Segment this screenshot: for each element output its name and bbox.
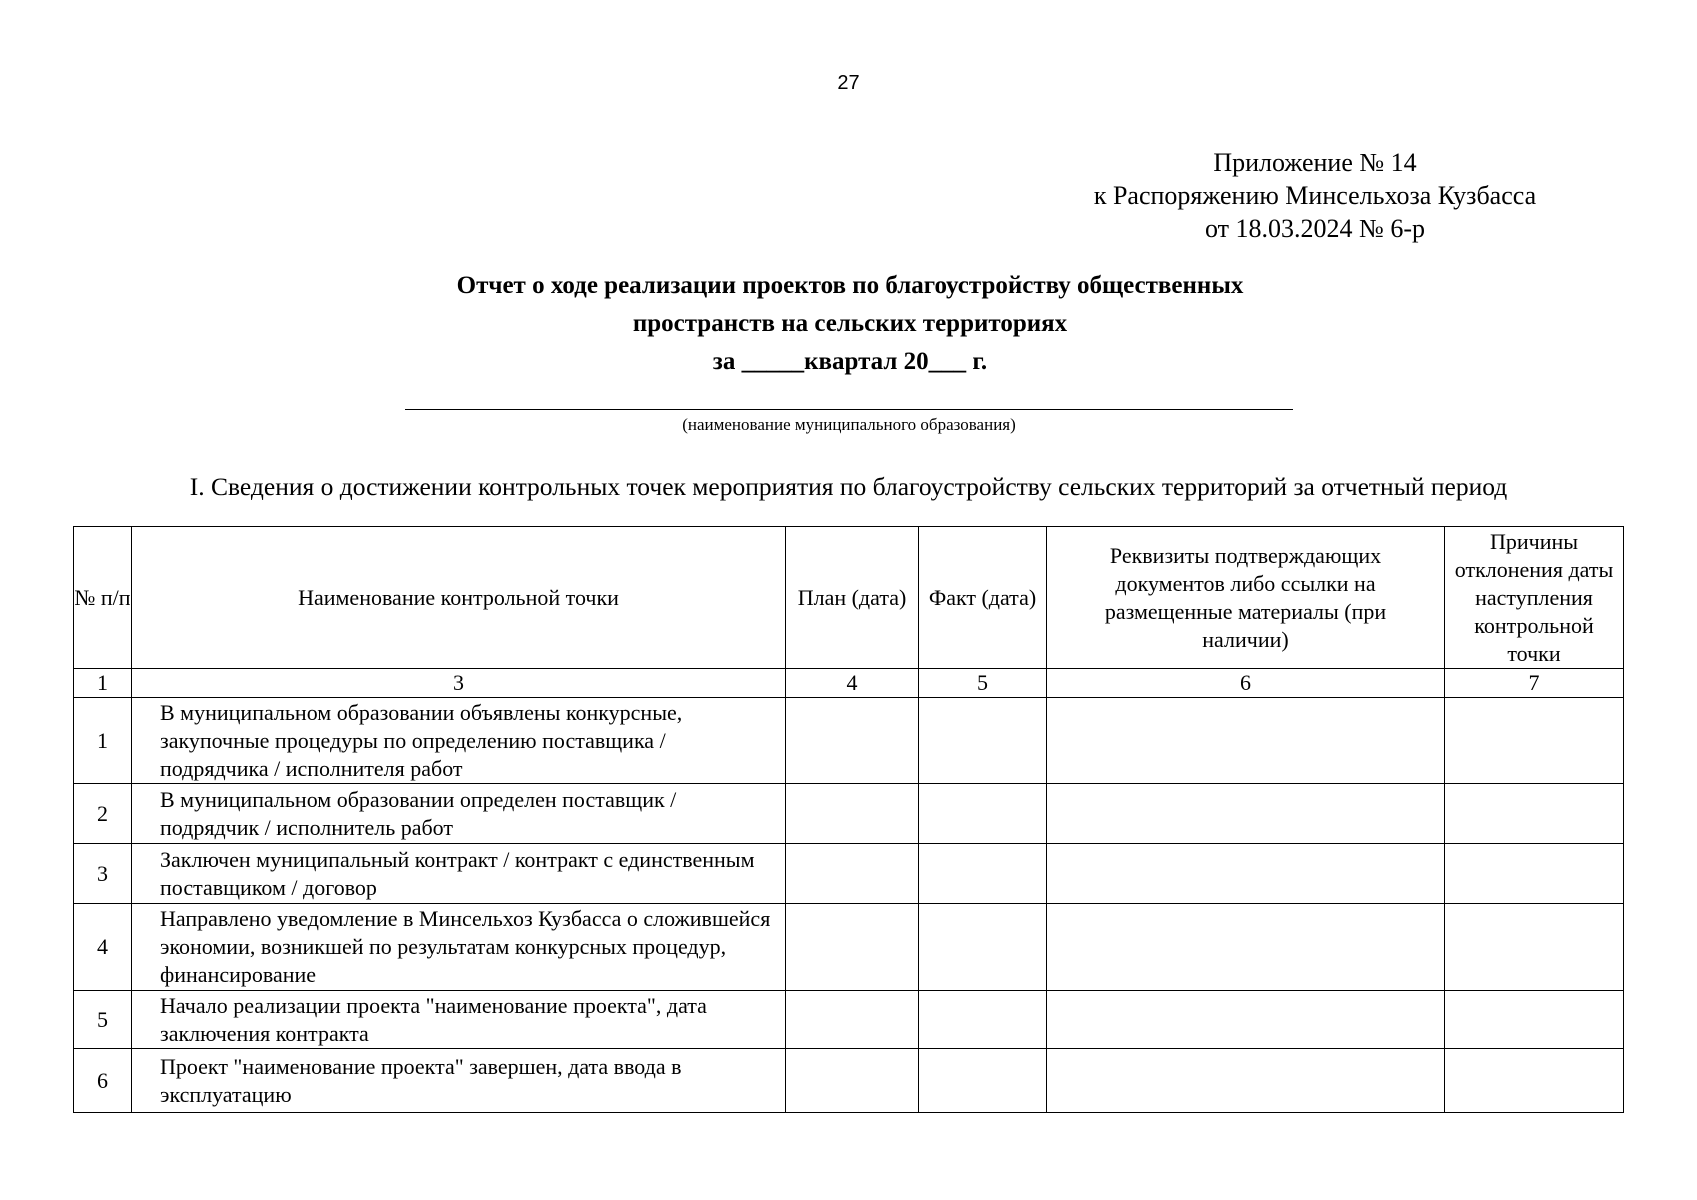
- column-number: 4: [786, 669, 919, 698]
- fact-date-cell[interactable]: [919, 991, 1047, 1049]
- fact-date-cell[interactable]: [919, 844, 1047, 904]
- table-row: [74, 991, 1624, 1049]
- docs-cell[interactable]: [1047, 784, 1445, 844]
- control-point-name: Проект "наименование проекта" завершен, дата ввода в эксплуатацию: [132, 1049, 786, 1113]
- plan-date-cell[interactable]: [786, 698, 919, 784]
- reasons-cell[interactable]: [1445, 904, 1624, 991]
- appendix-reference: [1020, 146, 1610, 245]
- header-name: Наименование контрольной точки: [132, 527, 786, 669]
- control-point-name: В муниципальном образовании определен поставщик / подрядчик / исполнитель работ: [132, 784, 786, 844]
- header-plan: План (дата): [786, 527, 919, 669]
- docs-cell[interactable]: [1047, 698, 1445, 784]
- appendix-line-1: Приложение № 14: [1213, 148, 1417, 177]
- row-number: 5: [74, 991, 132, 1049]
- row-number: 4: [74, 904, 132, 991]
- plan-date-cell[interactable]: [786, 991, 919, 1049]
- control-point-name: Направлено уведомление в Минсельхоз Кузбасса о сложившейся экономии, возникшей по результатам конкурсных процедур, финансирование: [132, 904, 786, 991]
- appendix-line-2: к Распоряжению Минсельхоза Кузбасса: [1093, 181, 1537, 210]
- fact-date-cell[interactable]: [919, 698, 1047, 784]
- header-num: № п/п: [74, 527, 132, 669]
- plan-date-cell[interactable]: [786, 1049, 919, 1113]
- table-row: [74, 698, 1624, 784]
- report-title: [300, 267, 1400, 381]
- table-row: [74, 844, 1624, 904]
- docs-cell[interactable]: [1047, 991, 1445, 1049]
- docs-cell[interactable]: [1047, 904, 1445, 991]
- column-number-row: [74, 669, 1624, 698]
- header-reasons: Причины отклонения даты наступления контрольной точки: [1445, 527, 1624, 669]
- fact-date-cell[interactable]: [919, 1049, 1047, 1113]
- municipality-caption: (наименование муниципального образования): [682, 415, 1016, 434]
- row-number: 2: [74, 784, 132, 844]
- column-number: 6: [1047, 669, 1445, 698]
- header-docs: Реквизиты подтверждающих документов либо ссылки на размещенные материалы (при наличии): [1047, 527, 1445, 669]
- docs-cell[interactable]: [1047, 844, 1445, 904]
- control-points-table: [73, 526, 1624, 1113]
- table-row: [74, 1049, 1624, 1113]
- column-number: 7: [1445, 669, 1624, 698]
- report-title-line-2: пространств на сельских территориях: [632, 310, 1068, 337]
- page-number: 27: [837, 72, 860, 94]
- header-fact: Факт (дата): [919, 527, 1047, 669]
- reasons-cell[interactable]: [1445, 844, 1624, 904]
- plan-date-cell[interactable]: [786, 784, 919, 844]
- control-point-name: Заключен муниципальный контракт / контракт с единственным поставщиком / договор: [132, 844, 786, 904]
- municipality-fill-line: [405, 409, 1293, 410]
- appendix-line-3: от 18.03.2024 № 6-р: [1205, 214, 1425, 243]
- plan-date-cell[interactable]: [786, 844, 919, 904]
- report-title-line-1: Отчет о ходе реализации проектов по благоустройству общественных: [456, 272, 1244, 299]
- table-header-row: [74, 527, 1624, 669]
- row-number: 1: [74, 698, 132, 784]
- column-number: 1: [74, 669, 132, 698]
- section-title: I. Сведения о достижении контрольных точек мероприятия по благоустройству сельских территорий за отчетный период: [189, 472, 1508, 501]
- reasons-cell[interactable]: [1445, 698, 1624, 784]
- reasons-cell[interactable]: [1445, 784, 1624, 844]
- plan-date-cell[interactable]: [786, 904, 919, 991]
- column-number: 3: [132, 669, 786, 698]
- table-row: [74, 784, 1624, 844]
- control-point-name: В муниципальном образовании объявлены конкурсные, закупочные процедуры по определению поставщика / подрядчика / исполнителя работ: [132, 698, 786, 784]
- column-number: 5: [919, 669, 1047, 698]
- reasons-cell[interactable]: [1445, 991, 1624, 1049]
- fact-date-cell[interactable]: [919, 904, 1047, 991]
- docs-cell[interactable]: [1047, 1049, 1445, 1113]
- control-point-name: Начало реализации проекта "наименование проекта", дата заключения контракта: [132, 991, 786, 1049]
- row-number: 6: [74, 1049, 132, 1113]
- reasons-cell[interactable]: [1445, 1049, 1624, 1113]
- row-number: 3: [74, 844, 132, 904]
- fact-date-cell[interactable]: [919, 784, 1047, 844]
- table-row: [74, 904, 1624, 991]
- report-title-line-3: за _____квартал 20___ г.: [712, 348, 988, 375]
